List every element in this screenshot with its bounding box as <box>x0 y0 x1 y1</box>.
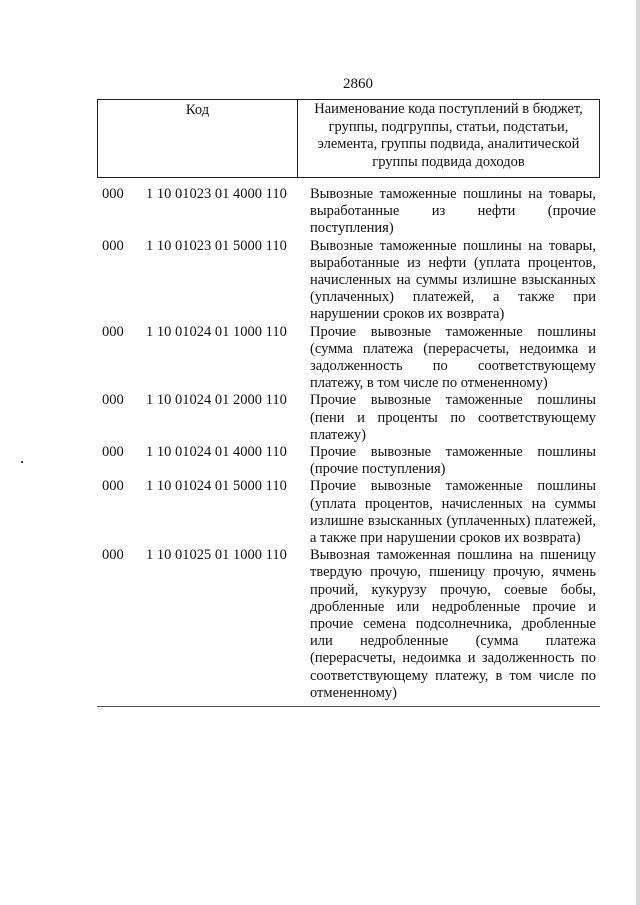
scan-edge-shadow <box>636 0 640 905</box>
revenue-name: Вывозные таможенные пошлины на товары, выработанные из нефти (прочие поступления) <box>310 186 596 237</box>
admin-code: 000 <box>102 186 124 202</box>
table-row <box>0 392 640 444</box>
admin-code: 000 <box>102 323 124 340</box>
table-row <box>0 186 640 238</box>
revenue-name: Прочие вывозные таможенные пошлины (уплата процентов, начисленных на суммы излишне взысканных (уплаченных) платежей, а также при нарушении сроков их возврата) <box>310 478 596 547</box>
revenue-code: 1 10 01024 01 2000 110 <box>146 392 287 409</box>
scan-speck <box>21 461 23 463</box>
revenue-code: 1 10 01025 01 1000 110 <box>146 547 287 564</box>
revenue-code: 1 10 01024 01 1000 110 <box>146 323 287 340</box>
revenue-code: 1 10 01023 01 4000 110 <box>146 186 287 202</box>
revenue-code: 1 10 01024 01 4000 110 <box>146 444 287 461</box>
table-row <box>0 444 640 478</box>
revenue-name: Прочие вывозные таможенные пошлины (пени и проценты по соответствующему платежу) <box>310 392 596 443</box>
table-row <box>0 547 640 702</box>
revenue-name: Вывозная таможенная пошлина на пшеницу твердую прочую, пшеницу прочую, ячмень прочий, кукурузу прочую, соевые бобы, дробленные или недробленные прочие и прочие семена подсолнечника, дробленные или недробленные (сумма платежа (перерасчеты, недоимка и задолженность по соответствующему платежу, в том числе по отмененному) <box>310 547 596 701</box>
admin-code: 000 <box>102 444 124 461</box>
table-row <box>0 478 640 547</box>
admin-code: 000 <box>102 237 124 254</box>
table-bottom-rule <box>97 706 600 707</box>
header-name-column: Наименование кода поступлений в бюджет, группы, подгруппы, статьи, подстатьи, элемента, группы подвида, аналитической группы подвида доходов <box>314 101 583 170</box>
admin-code: 000 <box>102 392 124 409</box>
page-number: 2860 <box>343 76 373 92</box>
revenue-code: 1 10 01023 01 5000 110 <box>146 237 287 254</box>
table-header <box>97 99 600 178</box>
revenue-name: Прочие вывозные таможенные пошлины (сумма платежа (перерасчеты, недоимка и задолженность по соответствующему платежу, в том числе по отмененному) <box>310 323 596 392</box>
revenue-name: Прочие вывозные таможенные пошлины (прочие поступления) <box>310 444 596 478</box>
header-code-column: Код <box>98 100 298 177</box>
admin-code: 000 <box>102 478 124 495</box>
revenue-name: Вывозные таможенные пошлины на товары, выработанные из нефти (уплата процентов, начисленных на суммы излишне взысканных (уплаченных) платежей, а также при нарушении сроков их возврата) <box>310 237 596 323</box>
table-row <box>0 324 640 393</box>
table-body <box>0 186 640 702</box>
revenue-code: 1 10 01024 01 5000 110 <box>146 478 287 495</box>
admin-code: 000 <box>102 547 124 564</box>
table-row <box>0 238 640 324</box>
